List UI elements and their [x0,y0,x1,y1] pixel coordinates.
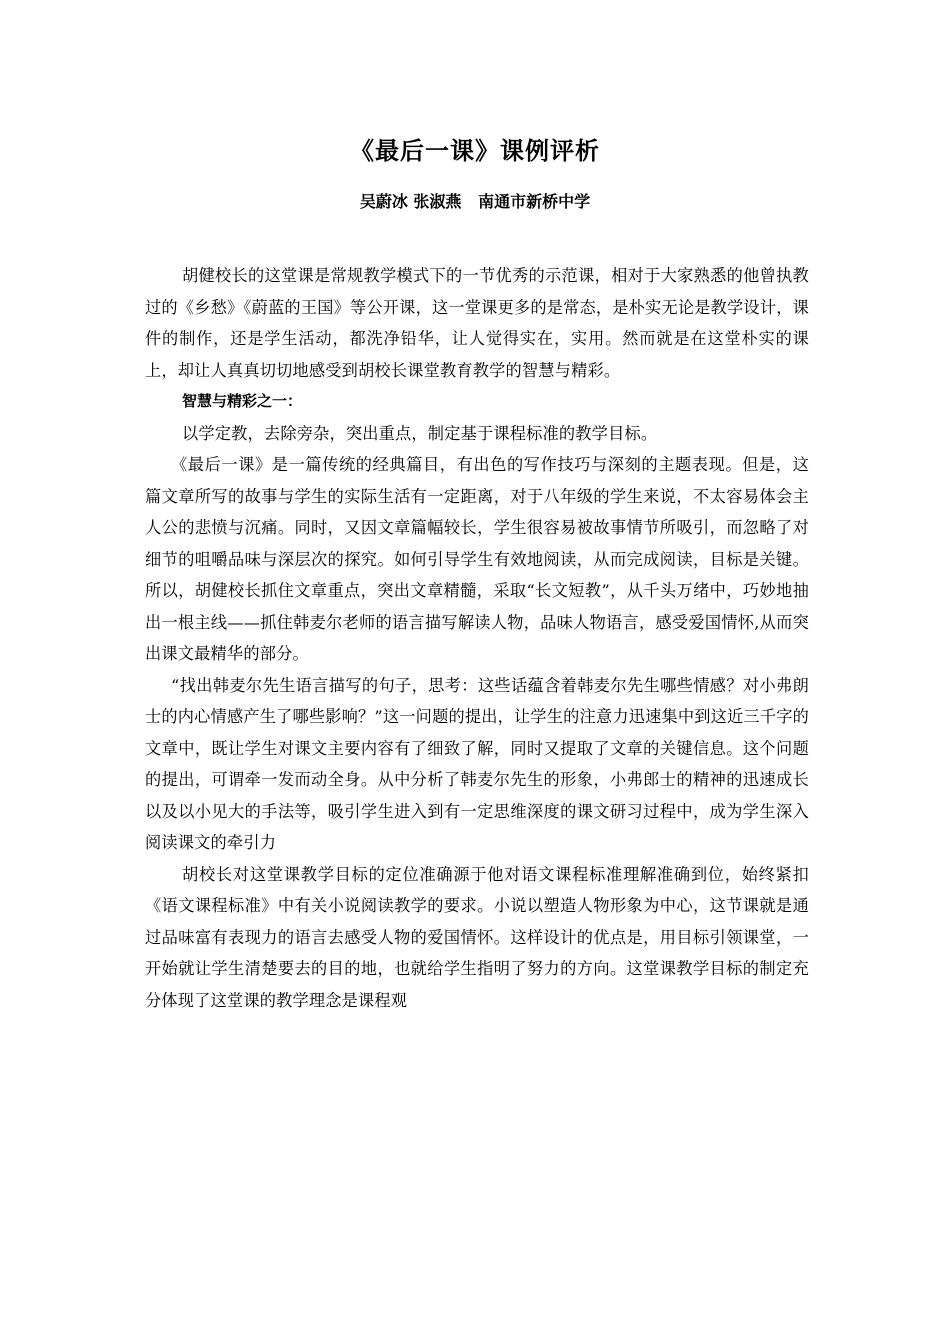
document-title: 《最后一课》课例评析 [350,137,600,165]
paragraph-standards: 胡校长对这堂课教学目标的定位准确源于他对语文课程标准理解准确到位，始终紧扣《语文课程标准》中有关小说阅读教学的要求。小说以塑造人物形象为中心，这节课就是通过品味富有表现力的语言去感受人物的爱国情怀。这样设计的优点是，用目标引领课堂，一开始就让学生清楚要去的目的地，也就给学生指明了努力的方向。这堂课教学目标的制定充分体现了这堂课的教学理念是课程观 [145,864,809,1010]
paragraph-thesis: 以学定教，去除旁杂，突出重点，制定基于课程标准的教学目标。 [182,423,658,443]
paragraph-analysis: 《最后一课》是一篇传统的经典篇目，有出色的写作技巧与深刻的主题表现。但是，这篇文章所写的故事与学生的实际生活有一定距离，对于八年级的学生来说，不太容易体会主人公的悲愤与沉痛。同时，又因文章篇幅较长，学生很容易被故事情节所吸引，而忽略了对细节的咀嚼品味与深层次的探究。如何引导学生有效地阅读，从而完成阅读，目标是关键。所以，胡健校长抓住文章重点，突出文章精髓，采取“长文短教”，从千头万绪中，巧妙地抽出一根主线——抓住韩麦尔老师的语言描写解读人物，品味人物语言，感受爱国情怀,从而突出课文最精华的部分。 [145,455,809,663]
document-body [145,260,809,1016]
section-heading: 智慧与精彩之一： [182,392,303,410]
paragraph-question: “找出韩麦尔先生语言描写的句子，思考：这些话蕴含着韩麦尔先生哪些情感？对小弗朗士的内心情感产生了哪些影响？”这一问题的提出，让学生的注意力迅速集中到这近三千字的文章中，既让学生对课文主要内容有了细致了解，同时又提取了文章的关键信息。这个问题的提出，可谓牵一发而动全身。从中分析了韩麦尔先生的形象，小弗郎士的精神的迅速成长以及以小见大的手法等，吸引学生进入到有一定思维深度的课文研习过程中，成为学生深入阅读课文的牵引力 [145,675,809,852]
paragraph-intro: 胡健校长的这堂课是常规教学模式下的一节优秀的示范课，相对于大家熟悉的他曾执教过的《乡愁》《蔚蓝的王国》等公开课，这一堂课更多的是常态，是朴实无论是教学设计，课件的制作，还是学生活动，都洗净铅华，让人觉得实在，实用。然而就是在这堂朴实的课上，却让人真真切切地感受到胡校长课堂教育教学的智慧与精彩。 [145,266,809,380]
document-authors: 吴蔚冰 张淑燕 南通市新桥中学 [359,192,591,211]
